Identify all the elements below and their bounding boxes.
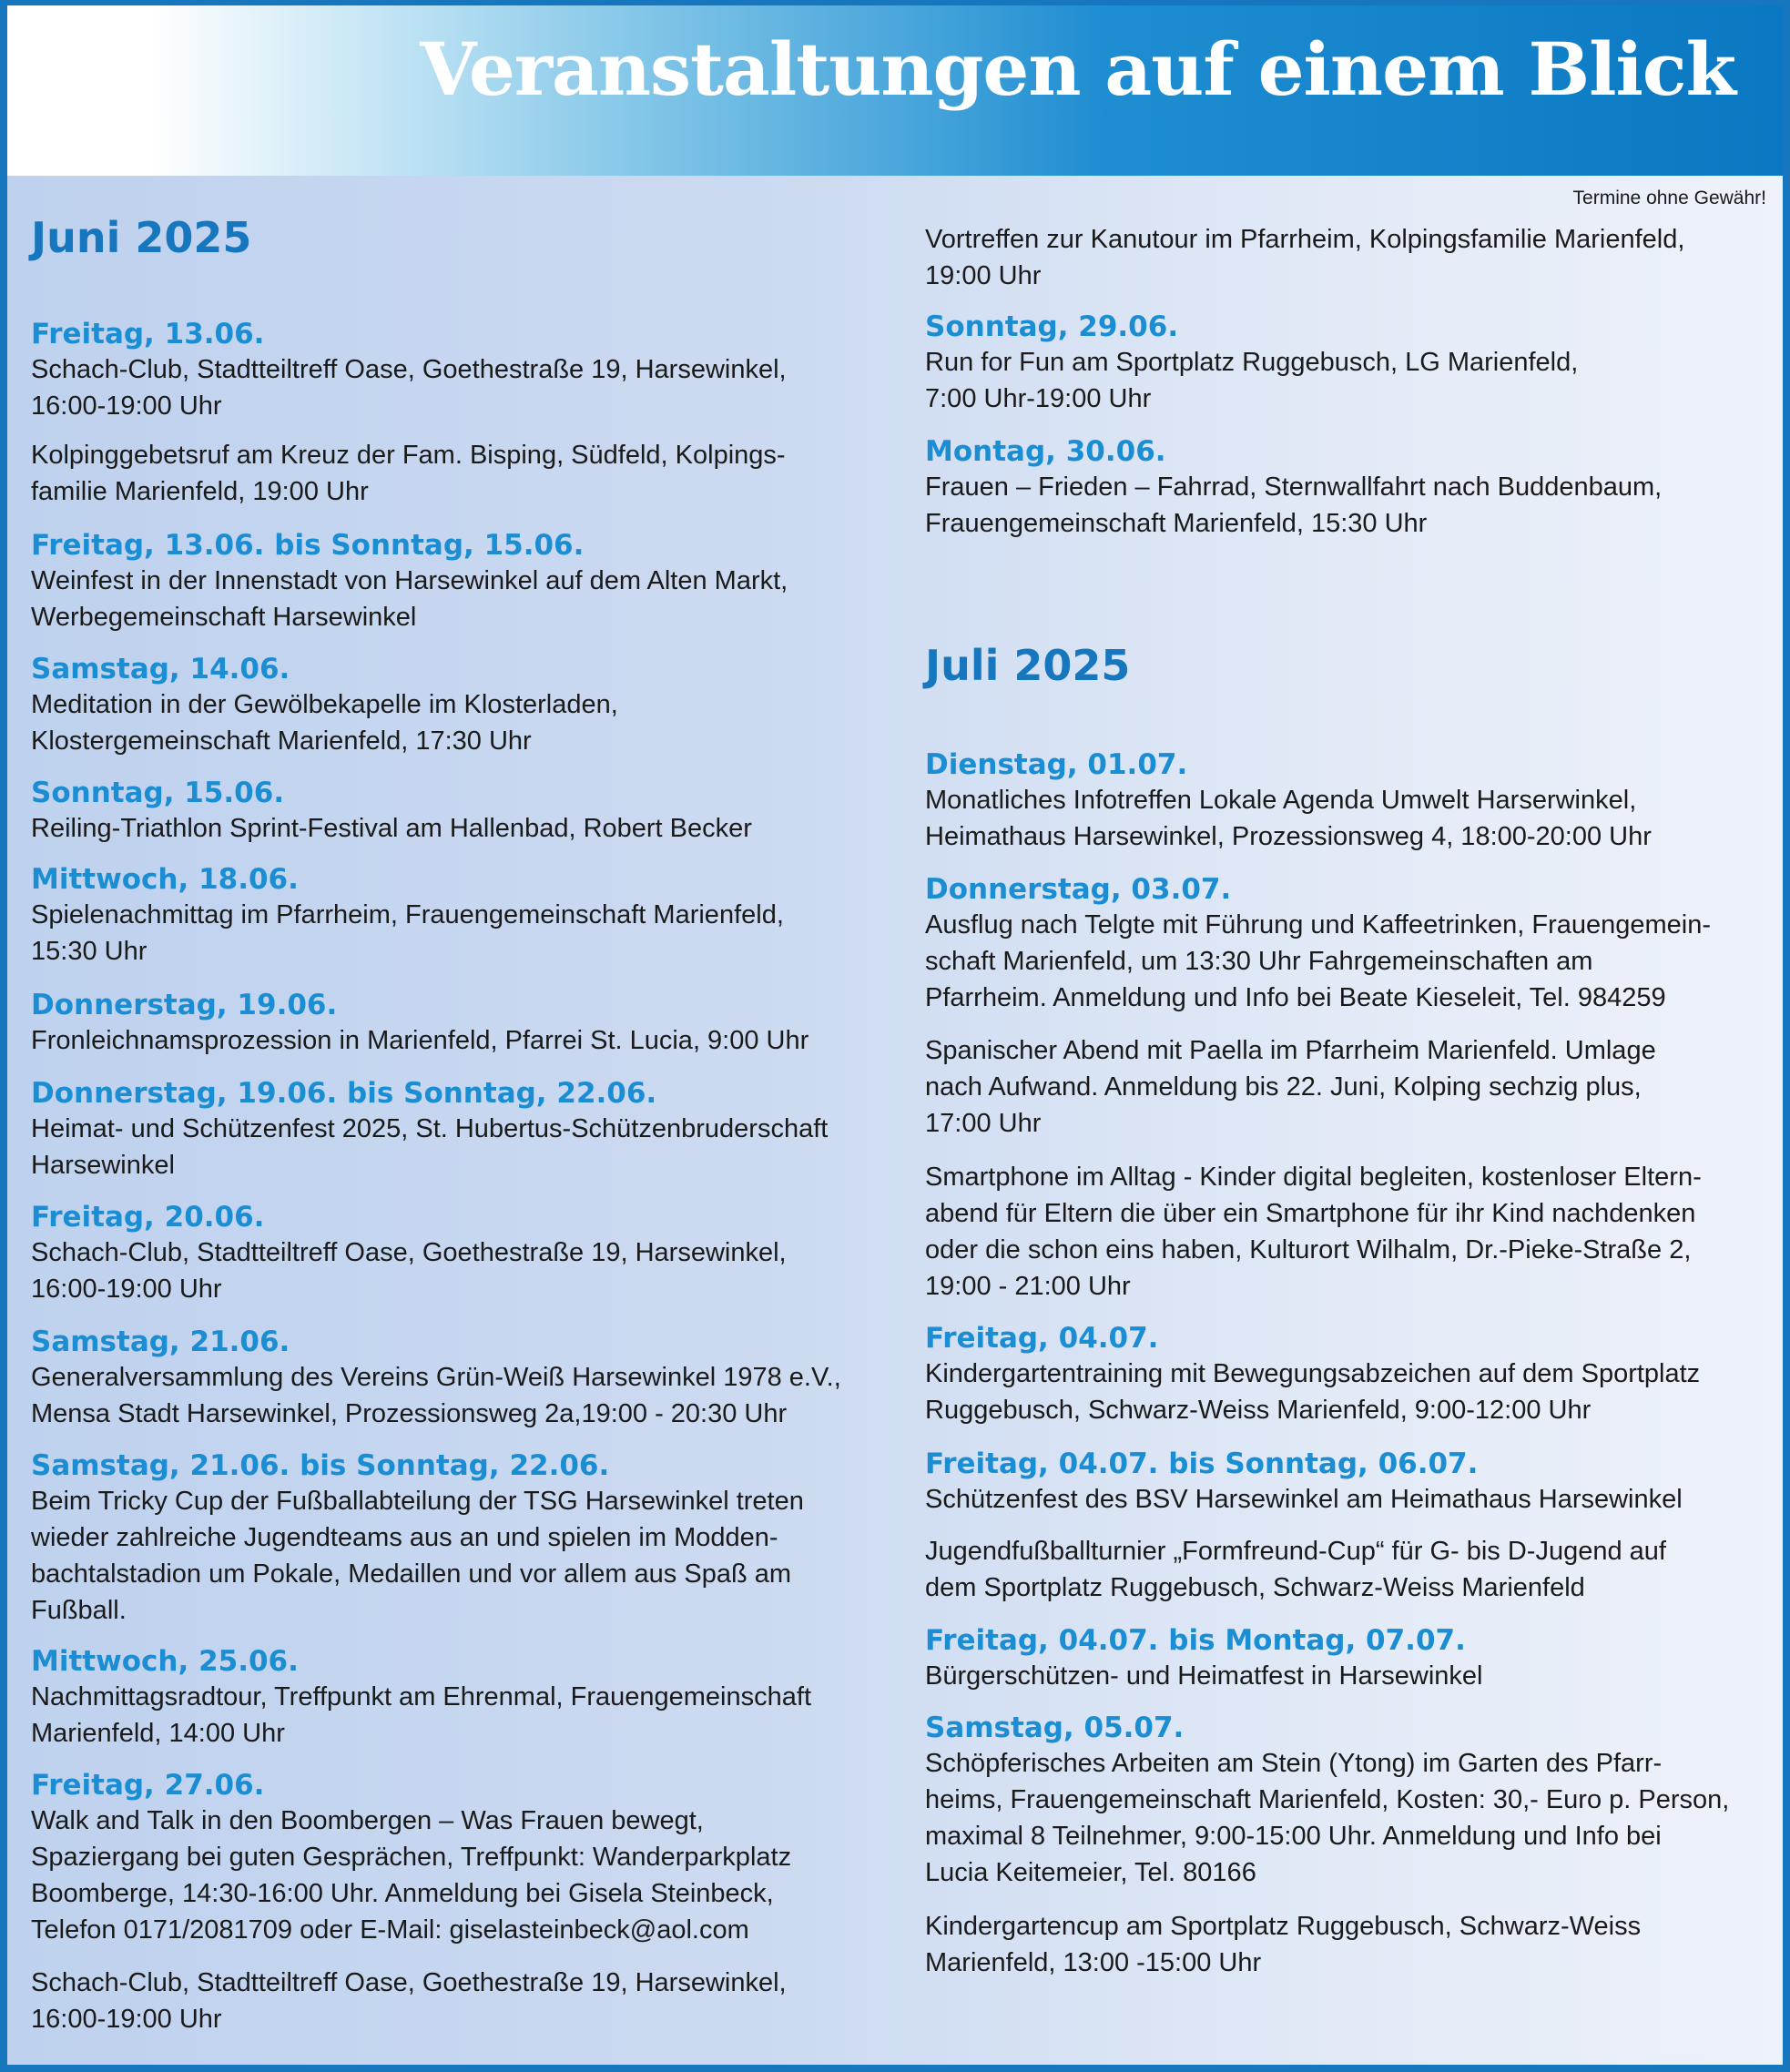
event-date: Freitag, 13.06. bis Sonntag, 15.06. bbox=[31, 529, 585, 562]
event-date: Donnerstag, 19.06. bbox=[31, 989, 338, 1021]
event-text: Fronleichnamsprozession in Marienfeld, Pfarrei St. Lucia, 9:00 Uhr bbox=[31, 1026, 809, 1055]
event-date: Sonntag, 29.06. bbox=[925, 310, 1179, 343]
event-text: Schützenfest des BSV Harsewinkel am Heimathaus Harsewinkel bbox=[925, 1485, 1683, 1514]
disclaimer: Termine ohne Gewähr! bbox=[1572, 188, 1766, 208]
event-text: Schach-Club, Stadtteiltreff Oase, Goethestraße 19, Harsewinkel, 16:00-19:00 Uhr bbox=[31, 1968, 787, 2034]
event-text: Vortreffen zur Kanutour im Pfarrheim, Kolpingsfamilie Marienfeld, 19:00 Uhr bbox=[925, 225, 1685, 290]
event-date: Donnerstag, 19.06. bis Sonntag, 22.06. bbox=[31, 1077, 657, 1110]
event-date: Freitag, 04.07. bis Montag, 07.07. bbox=[925, 1624, 1466, 1657]
event-text: Kindergartentraining mit Bewegungsabzeichen auf dem Sportplatz Ruggebusch, Schwarz-Weiss Marienfeld, 9:00-12:00 Uhr bbox=[925, 1359, 1701, 1425]
month-heading-july: Juli 2025 bbox=[925, 641, 1131, 690]
event-date: Sonntag, 15.06. bbox=[31, 777, 285, 809]
event-date: Freitag, 20.06. bbox=[31, 1201, 265, 1234]
event-date: Dienstag, 01.07. bbox=[925, 748, 1188, 781]
event-text: Smartphone im Alltag - Kinder digital begleiten, kostenloser Eltern- abend für Eltern die über ein Smartphone für ihr Kind nachdenken oder die schon eins haben, Kulturort Wilhalm, Dr.-Pieke-Straße 2, 19:00 - 21:00 Uhr bbox=[925, 1163, 1702, 1301]
event-text: Meditation in der Gewölbekapelle im Klosterladen, Klostergemeinschaft Marienfeld, 17:30 Uhr bbox=[31, 690, 618, 756]
event-text: Spanischer Abend mit Paella im Pfarrheim Marienfeld. Umlage nach Aufwand. Anmeldung bis 22. Juni, Kolping sechzig plus, 17:00 Uhr bbox=[925, 1036, 1656, 1138]
event-date: Freitag, 13.06. bbox=[31, 318, 265, 350]
event-date: Freitag, 04.07. bis Sonntag, 06.07. bbox=[925, 1447, 1479, 1480]
event-text: Generalversammlung des Vereins Grün-Weiß Harsewinkel 1978 e.V., Mensa Stadt Harsewinkel, Prozessionsweg 2a,19:00 - 20:30 Uhr bbox=[31, 1363, 841, 1428]
event-date: Mittwoch, 25.06. bbox=[31, 1645, 299, 1678]
page-title: Veranstaltungen auf einem Blick bbox=[420, 26, 1735, 112]
month-heading-june: Juni 2025 bbox=[31, 213, 252, 262]
header-banner bbox=[7, 5, 1783, 176]
event-date: Samstag, 21.06. bis Sonntag, 22.06. bbox=[31, 1449, 610, 1482]
event-text: Spielenachmittag im Pfarrheim, Frauengemeinschaft Marienfeld, 15:30 Uhr bbox=[31, 900, 784, 966]
event-text: Schach-Club, Stadtteiltreff Oase, Goethestraße 19, Harsewinkel, 16:00-19:00 Uhr bbox=[31, 355, 787, 421]
event-text: Walk and Talk in den Boombergen – Was Frauen bewegt, Spaziergang bei guten Gesprächen, Treffpunkt: Wanderparkplatz Boomberge, 14:30-16:00 Uhr. Anmeldung bei Gisela Steinbeck, Telefon 0171/2081709 oder E-Mail: giselasteinbeck@aol.com bbox=[31, 1806, 792, 1945]
event-date: Freitag, 04.07. bbox=[925, 1322, 1159, 1355]
event-date: Samstag, 21.06. bbox=[31, 1325, 290, 1358]
event-date: Montag, 30.06. bbox=[925, 435, 1166, 468]
event-date: Mittwoch, 18.06. bbox=[31, 863, 299, 896]
event-text: Jugendfußballturnier „Formfreund-Cup“ für G- bis D-Jugend auf dem Sportplatz Ruggebusch, Schwarz-Weiss Marienfeld bbox=[925, 1537, 1666, 1602]
event-date: Samstag, 14.06. bbox=[31, 653, 290, 686]
event-text: Schöpferisches Arbeiten am Stein (Ytong) im Garten des Pfarr- heims, Frauengemeinschaft Marienfeld, Kosten: 30,- Euro p. Person, maximal 8 Teilnehmer, 9:00-15:00 Uhr. Anmeldung und Info bei Lucia Keitemeier, Tel. 80166 bbox=[925, 1749, 1730, 1887]
event-text: Beim Tricky Cup der Fußballabteilung der TSG Harsewinkel treten wieder zahlreiche Jugendteams aus an und spielen im Modden- bachtalstadion um Pokale, Medaillen und vor allem aus Spaß am Fußball. bbox=[31, 1487, 804, 1625]
event-date: Donnerstag, 03.07. bbox=[925, 873, 1232, 906]
event-date: Freitag, 27.06. bbox=[31, 1769, 265, 1802]
event-text: Nachmittagsradtour, Treffpunkt am Ehrenmal, Frauengemeinschaft Marienfeld, 14:00 Uhr bbox=[31, 1682, 812, 1748]
event-text: Monatliches Infotreffen Lokale Agenda Umwelt Harserwinkel, Heimathaus Harsewinkel, Prozessionsweg 4, 18:00-20:00 Uhr bbox=[925, 786, 1652, 851]
event-text: Reiling-Triathlon Sprint-Festival am Hallenbad, Robert Becker bbox=[31, 814, 752, 843]
event-text: Run for Fun am Sportplatz Ruggebusch, LG Marienfeld, 7:00 Uhr-19:00 Uhr bbox=[925, 348, 1579, 413]
event-text: Kindergartencup am Sportplatz Ruggebusch, Schwarz-Weiss Marienfeld, 13:00 -15:00 Uhr bbox=[925, 1912, 1642, 1977]
event-text: Kolpinggebetsruf am Kreuz der Fam. Bisping, Südfeld, Kolpings- familie Marienfeld, 19:00 Uhr bbox=[31, 441, 786, 506]
event-text: Heimat- und Schützenfest 2025, St. Hubertus-Schützenbruderschaft Harsewinkel bbox=[31, 1114, 829, 1180]
event-text: Bürgerschützen- und Heimatfest in Harsewinkel bbox=[925, 1661, 1483, 1691]
event-text: Weinfest in der Innenstadt von Harsewinkel auf dem Alten Markt, Werbegemeinschaft Harsewinkel bbox=[31, 566, 788, 632]
event-text: Frauen – Frieden – Fahrrad, Sternwallfahrt nach Buddenbaum, Frauengemeinschaft Marienfeld, 15:30 Uhr bbox=[925, 472, 1663, 538]
event-text: Ausflug nach Telgte mit Führung und Kaffeetrinken, Frauengemein- schaft Marienfeld, um 13:30 Uhr Fahrgemeinschaften am Pfarrheim. Anmeldung und Info bei Beate Kieseleit, Tel. 984259 bbox=[925, 910, 1712, 1012]
event-date: Samstag, 05.07. bbox=[925, 1711, 1185, 1744]
event-text: Schach-Club, Stadtteiltreff Oase, Goethestraße 19, Harsewinkel, 16:00-19:00 Uhr bbox=[31, 1238, 787, 1304]
